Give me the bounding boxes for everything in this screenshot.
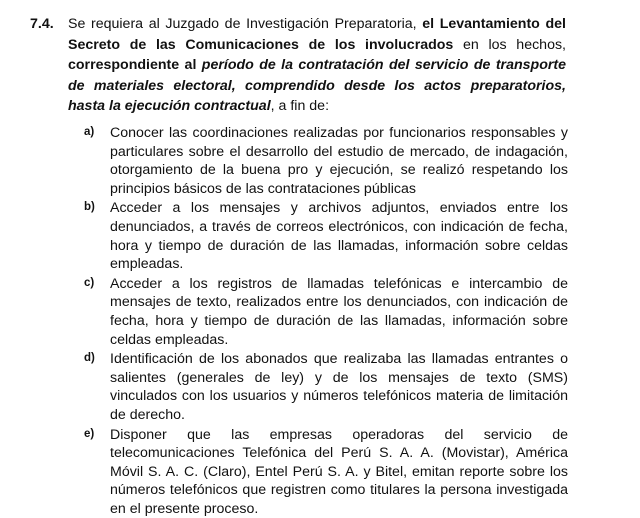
list-item xyxy=(84,350,568,424)
list-item xyxy=(84,124,568,198)
list-item-text: Acceder a los registros de llamadas telefónicas e intercambio de mensajes de texto, realizados entre los denunciados, con indicación de fecha, hora y tiempo de duración de las llamadas, información sobre celdas empleadas. xyxy=(110,275,568,349)
list-item-label: c) xyxy=(84,277,94,289)
list-item-label: a) xyxy=(84,126,94,138)
list-item-text: Conocer las coordinaciones realizadas por funcionarios responsables y particulares sobre el desarrollo del estudio de mercado, de indagación, otorgamiento de la buena pro y ejecución, se realizó respetando los principios básicos de las contrataciones públicas xyxy=(110,124,568,198)
list-item-label: d) xyxy=(84,352,95,364)
list-item-label: e) xyxy=(84,428,94,440)
paragraph-text-1: Se requiera al Juzgado de Investigación Preparatoria, xyxy=(68,16,422,32)
list-item-label: b) xyxy=(84,201,95,213)
requirements-list xyxy=(84,124,568,518)
section-paragraph xyxy=(68,14,566,117)
list-item xyxy=(84,199,568,273)
paragraph-bold-italic-period: período de la contratación del servicio de transporte de materiales electoral, comprendido desde los actos preparatorios, hasta la ejecución contractual xyxy=(68,57,566,114)
list-item xyxy=(84,275,568,349)
list-item xyxy=(84,426,568,518)
list-item-text: Disponer que las empresas operadoras del servicio de telecomunicaciones Telefónica del Perú S. A. A. (Movistar), América Móvil S. A. C. (Claro), Entel Perú S. A. y Bitel, emitan reporte sobre los números telefónicos que registren como titulares la persona investigada en el presente proceso. xyxy=(110,426,568,518)
paragraph-text-2: en los hechos, xyxy=(453,37,566,53)
paragraph-bold-corresponding: correspondiente al xyxy=(68,57,202,73)
list-item-text: Identificación de los abonados que realizaba las llamadas entrantes o salientes (generales de ley) y de los mensajes de texto (SMS) vinculados con los usuarios y números telefónicos materia de limitación de derecho. xyxy=(110,350,568,424)
section-number: 7.4. xyxy=(30,14,54,35)
paragraph-bold-request: el Levantamiento del Secreto de las Comunicaciones de los involucrados xyxy=(68,16,566,53)
list-item-text: Acceder a los mensajes y archivos adjuntos, enviados entre los denunciados, a través de correos electrónicos, con indicación de fecha, hora y tiempo de duración de las llamadas, información sobre celdas empleadas. xyxy=(110,199,568,273)
paragraph-text-3: , a fin de: xyxy=(271,98,329,114)
